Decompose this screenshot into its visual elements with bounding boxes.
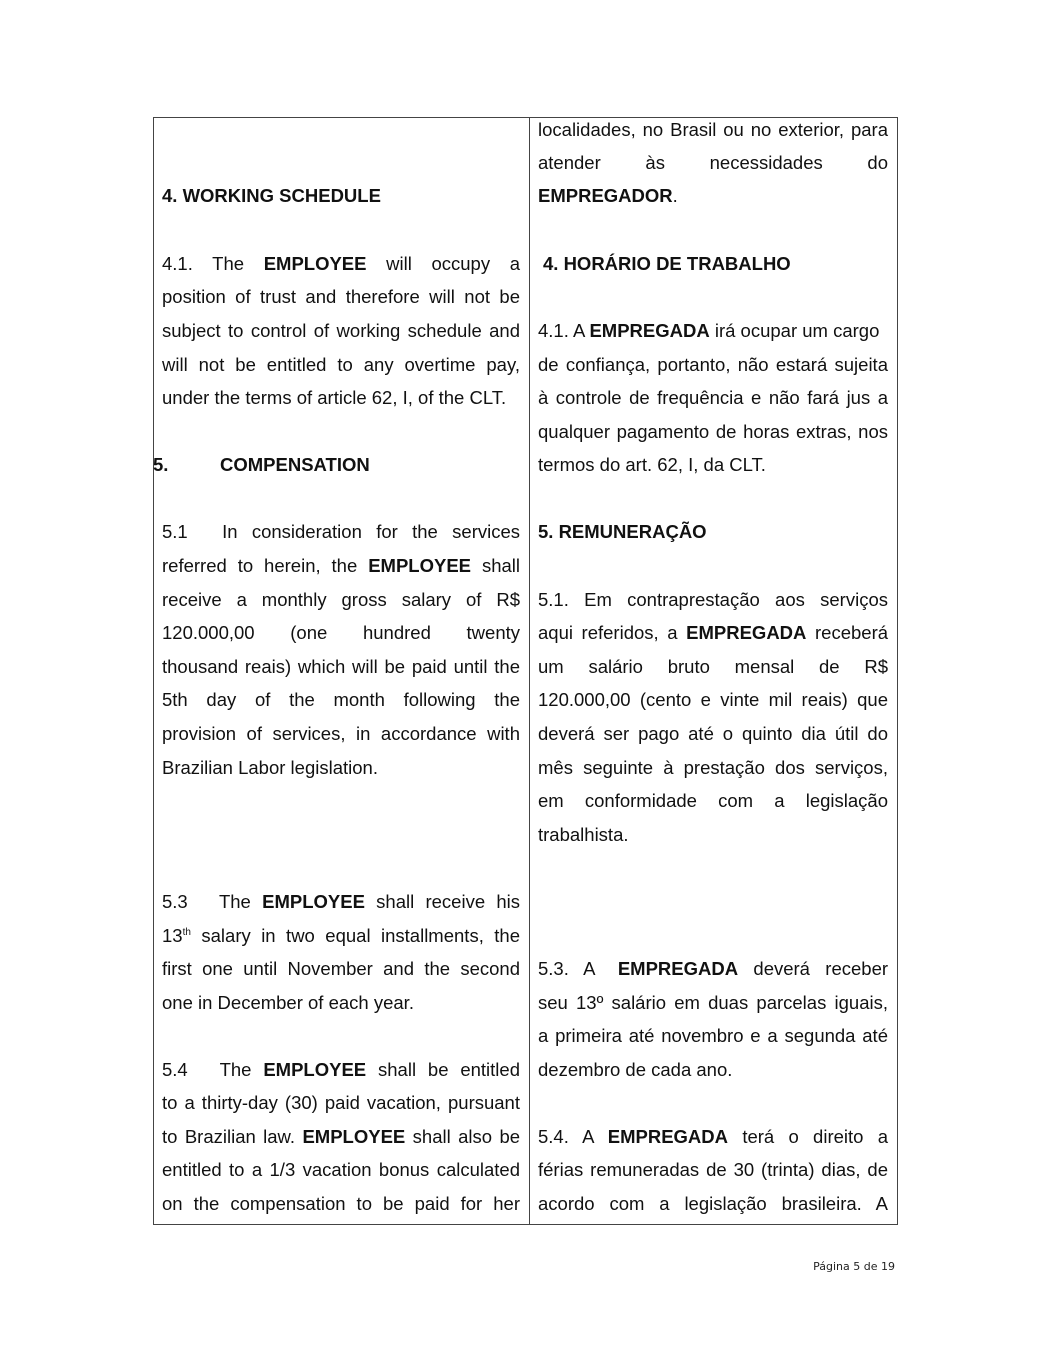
section-4-title-pt: 4. HORÁRIO DE TRABALHO <box>543 253 791 274</box>
section-5-title-en: COMPENSATION <box>220 454 370 475</box>
clause-4-1-pt-line: qualquer pagamento de horas extras, nos <box>538 421 888 442</box>
clause-5-1-en-line: 120.000,00 (one hundred twenty <box>162 622 520 643</box>
clause-5-3-en-line: first one until November and the second <box>162 958 520 979</box>
clause-4-1-pt-line: termos do art. 62, I, da CLT. <box>538 454 766 475</box>
clause-5-1-pt-line: em conformidade com a legislação <box>538 790 888 811</box>
clause-5-4-en-line: on the compensation to be paid for her <box>162 1193 520 1214</box>
clause-5-3-pt-line: seu 13º salário em duas parcelas iguais, <box>538 992 888 1013</box>
clause-5-3-en-line: 5.3 The EMPLOYEE shall receive his <box>162 891 520 912</box>
clause-5-3-pt-line: dezembro de cada ano. <box>538 1059 733 1080</box>
page-number-footer: Página 5 de 19 <box>813 1260 895 1273</box>
prev-clause-pt-line: EMPREGADOR. <box>538 185 678 206</box>
clause-5-1-en-line: 5.1 In consideration for the services <box>162 521 521 542</box>
clause-5-4-pt-line: acordo com a legislação brasileira. A <box>538 1193 888 1214</box>
clause-4-1-en-line: position of trust and therefore will not be <box>162 286 520 307</box>
clause-5-4-en-line: to Brazilian law. EMPLOYEE shall also be <box>162 1126 521 1147</box>
clause-5-1-pt-line: 5.1. Em contraprestação aos serviços <box>538 589 888 610</box>
column-divider <box>529 117 530 1225</box>
section-5-number-en: 5. <box>153 454 169 475</box>
section-5-title-pt: 5. REMUNERAÇÃO <box>538 521 707 542</box>
clause-4-1-pt-line: de confiança, portanto, não estará sujeita <box>538 354 888 375</box>
clause-5-1-pt-line: 120.000,00 (cento e vinte mil reais) que <box>538 689 888 710</box>
clause-5-1-pt-line: um salário bruto mensal de R$ <box>538 656 888 677</box>
section-4-title-en: 4. WORKING SCHEDULE <box>162 185 381 206</box>
clause-5-4-en-line: to a thirty-day (30) paid vacation, pursuant <box>162 1092 520 1113</box>
clause-5-3-pt-line: a primeira até novembro e a segunda até <box>538 1025 888 1046</box>
clause-5-3-en-line: 13th salary in two equal installments, the <box>162 925 521 946</box>
clause-5-4-en-line: 5.4 The EMPLOYEE shall be entitled <box>162 1059 520 1080</box>
clause-4-1-pt-line: à controle de frequência e não fará jus a <box>538 387 888 408</box>
clause-5-1-pt-line: mês seguinte à prestação dos serviços, <box>538 757 888 778</box>
clause-5-1-pt-line: trabalhista. <box>538 824 629 845</box>
clause-4-1-en-line: will not be entitled to any overtime pay, <box>162 354 520 375</box>
clause-5-3-en-line: one in December of each year. <box>162 992 414 1013</box>
clause-4-1-en-line: 4.1. The EMPLOYEE will occupy a <box>162 253 520 274</box>
prev-clause-pt-line: localidades, no Brasil ou no exterior, para <box>538 119 888 140</box>
prev-clause-pt-line: atender às necessidades do <box>538 152 888 173</box>
clause-5-1-pt-line: aqui referidos, a EMPREGADA receberá <box>538 622 889 643</box>
clause-5-1-en-line: referred to herein, the EMPLOYEE shall <box>162 555 521 576</box>
clause-5-1-en-line: thousand reais) which will be paid until the <box>162 656 520 677</box>
clause-4-1-en-line: under the terms of article 62, I, of the CLT. <box>162 387 507 408</box>
clause-5-4-en-line: entitled to a 1/3 vacation bonus calculated <box>162 1159 520 1180</box>
clause-4-1-pt-line: 4.1. A EMPREGADA irá ocupar um cargo <box>538 320 880 341</box>
clause-5-1-en-line: 5th day of the month following the <box>162 689 520 710</box>
clause-5-1-en-line: receive a monthly gross salary of R$ <box>162 589 520 610</box>
clause-4-1-en-line: subject to control of working schedule and <box>162 320 520 341</box>
clause-5-3-pt-line: 5.3. A EMPREGADA deverá receber <box>538 958 889 979</box>
clause-5-1-en-line: provision of services, in accordance with <box>162 723 520 744</box>
clause-5-4-pt-line: férias remuneradas de 30 (trinta) dias, de <box>538 1159 888 1180</box>
clause-5-1-en-line: Brazilian Labor legislation. <box>162 757 378 778</box>
clause-5-1-pt-line: deverá ser pago até o quinto dia útil do <box>538 723 888 744</box>
clause-5-4-pt-line: 5.4. A EMPREGADA terá o direito a <box>538 1126 889 1147</box>
